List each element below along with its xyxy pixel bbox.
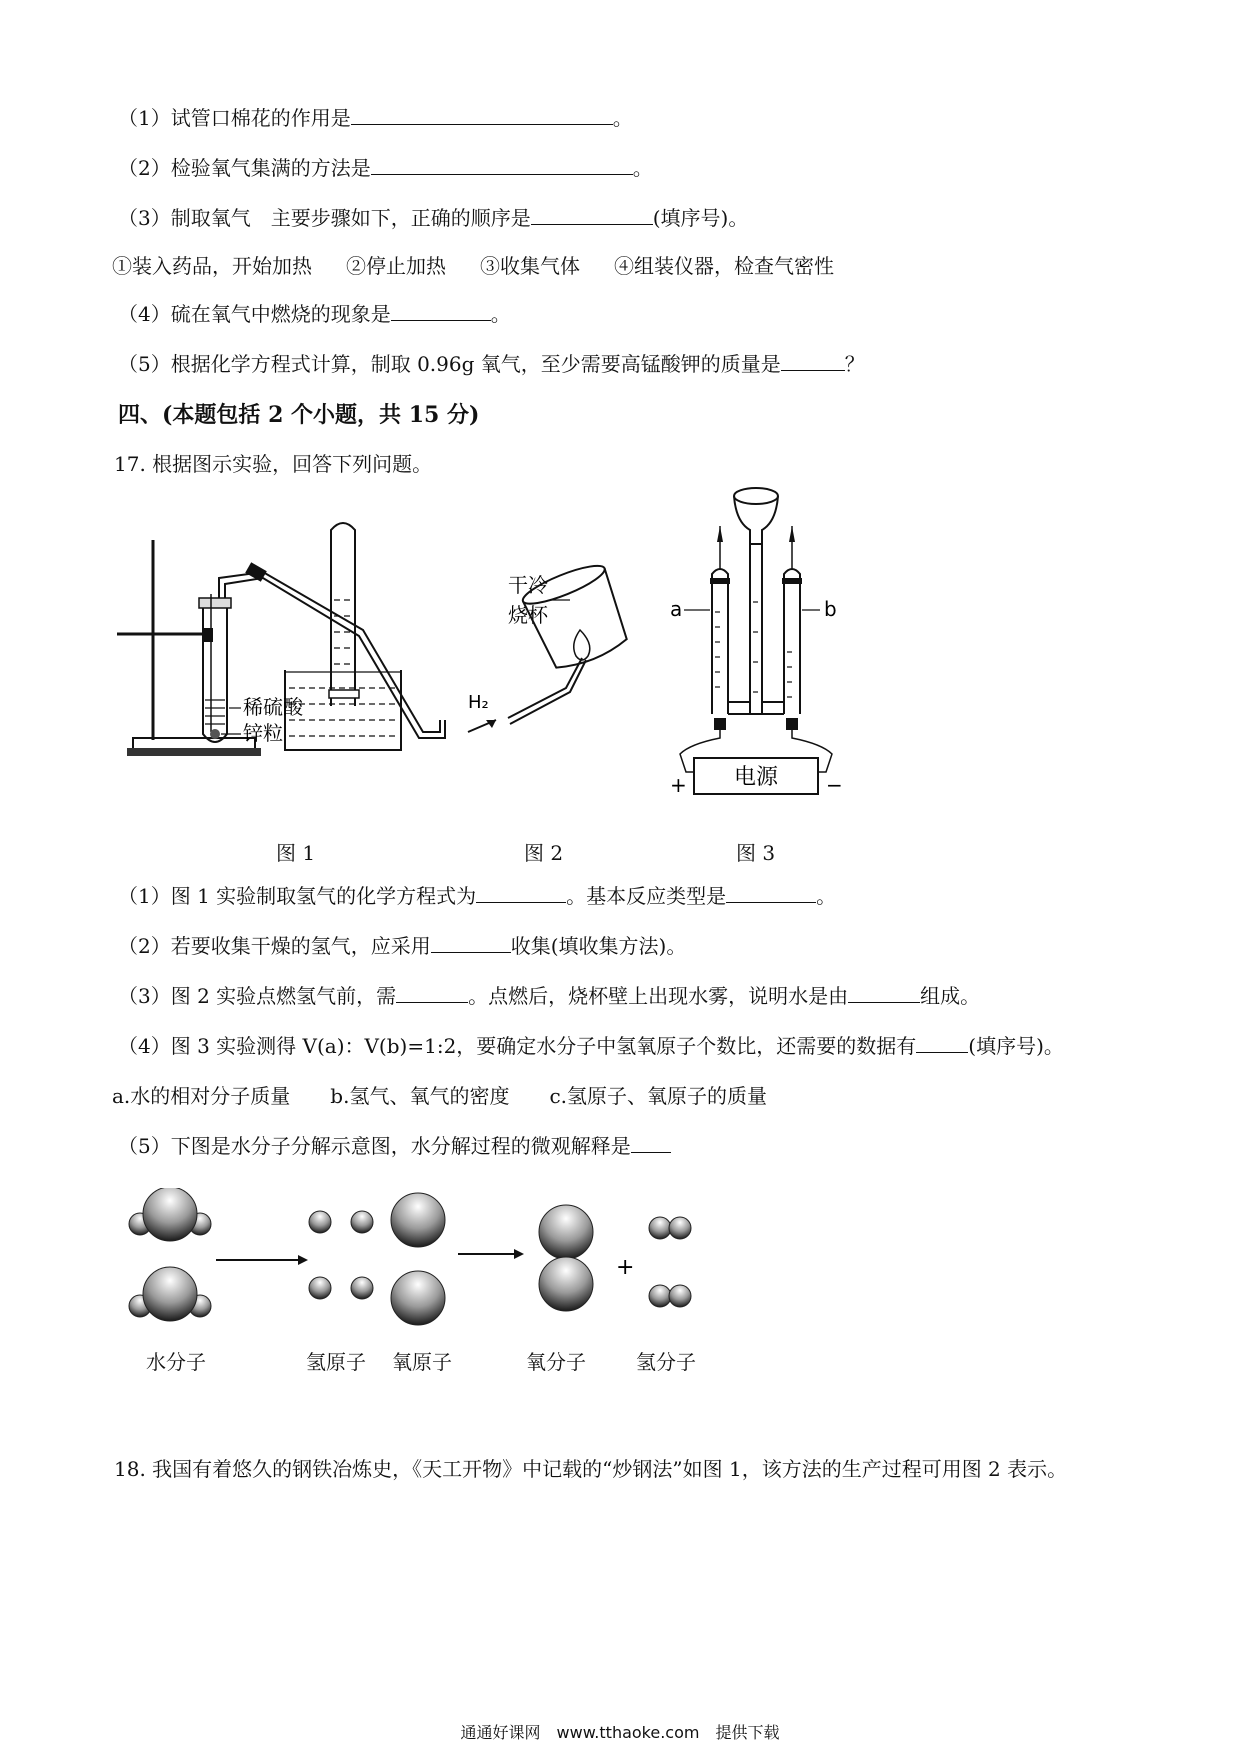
answer-blank[interactable] (726, 884, 816, 903)
q16-item-5-end: ？ (844, 352, 865, 376)
q17-item-1-text: （1）图 1 实验制取氢气的化学方程式为 (118, 884, 477, 908)
label-power-supply: 电源 (733, 765, 779, 790)
q16-item-2-end: 。 (632, 156, 653, 180)
q17-item-3 (118, 982, 980, 1010)
q16-item-1-text: （1）试管口棉花的作用是 (118, 106, 351, 130)
tube-b (784, 569, 800, 714)
q17-item-3-mid: 。点燃后，烧杯壁上出现水雾，说明水是由 (468, 984, 849, 1008)
hydrogen-molecule-2 (649, 1285, 691, 1307)
figure-3-caption: 图 3 (736, 841, 776, 865)
label-zinc-granules: 锌粒 (243, 721, 283, 745)
option-c: c.氢原子、氧原子的质量 (549, 1084, 768, 1108)
q16-item-3-text: （3）制取氧气 主要步骤如下，正确的顺序是 (118, 206, 531, 230)
q17-item-2 (118, 932, 686, 960)
answer-blank[interactable] (371, 156, 633, 175)
q16-item-5 (118, 350, 865, 378)
answer-blank[interactable] (916, 1034, 968, 1053)
label-b: b (824, 597, 837, 621)
answer-blank[interactable] (431, 934, 511, 953)
test-tube (203, 606, 227, 742)
stopper (199, 598, 231, 608)
electrode-b (786, 718, 798, 730)
answer-blank[interactable] (631, 1134, 671, 1153)
q16-steps (112, 252, 834, 280)
answer-blank[interactable] (351, 106, 613, 125)
stand-foot (127, 748, 261, 756)
figure-2-hydrogen-combustion (448, 560, 668, 740)
label-dry-cold: 干冷 (508, 573, 548, 597)
label-dilute-sulfuric-acid: 稀硫酸 (243, 695, 303, 719)
q16-item-2 (118, 154, 653, 182)
q17-item-2-text: （2）若要收集干燥的氢气，应采用 (118, 934, 431, 958)
option-b: b.氢气、氧气的密度 (330, 1084, 510, 1108)
q17-item-4-text: （4）图 3 实验测得 V(a)：V(b)=1:2，要确定水分子中氢氧原子个数比，还需要的数据有 (118, 1034, 917, 1058)
q16-item-1 (118, 104, 633, 132)
tube-support (329, 690, 359, 698)
q17-item-5 (118, 1132, 671, 1160)
q16-item-4 (118, 300, 511, 328)
q17-item-3-end: 组成。 (920, 984, 981, 1008)
label-oxygen-molecule: 氧分子 (526, 1350, 586, 1374)
oxygen-molecule (539, 1205, 593, 1311)
water-molecule-1 (129, 1188, 211, 1241)
answer-blank[interactable] (391, 302, 491, 321)
reservoir (734, 488, 778, 504)
q17-item-1 (118, 882, 836, 910)
q17-item-1-end: 。 (816, 884, 837, 908)
answer-blank[interactable] (531, 206, 653, 225)
section-4-heading: 四、(本题包括 2 个小题，共 15 分) (118, 402, 480, 428)
plus-sign: + (616, 1255, 635, 1280)
answer-blank[interactable] (396, 984, 468, 1003)
step-4: ④组装仪器，检查气密性 (614, 254, 834, 278)
q16-item-5-text: （5）根据化学方程式计算，制取 0.96g 氧气，至少需要高锰酸钾的质量是 (118, 352, 781, 376)
oxygen-atoms (391, 1193, 445, 1325)
answer-blank[interactable] (848, 984, 920, 1003)
q16-item-2-text: （2）检验氧气集满的方法是 (118, 156, 371, 180)
hydrogen-molecule-1 (649, 1217, 691, 1239)
q16-item-1-end: 。 (612, 106, 633, 130)
figure-2-caption: 图 2 (524, 841, 564, 865)
q16-item-3-end: (填序号)。 (652, 206, 749, 230)
q17-item-2-end: 收集(填收集方法)。 (510, 934, 687, 958)
page-footer: 通通好课网 www.tthaoke.com 提供下载 (460, 1723, 780, 1742)
q18-stem: 18. 我国有着悠久的钢铁冶炼史，《天工开物》中记载的“炒钢法”如图 1，该方法的生产过程可用图 2 表示。 (114, 1457, 1068, 1481)
q16-item-4-text: （4）硫在氧气中燃烧的现象是 (118, 302, 391, 326)
tube-water (334, 600, 352, 664)
acid-liquid (205, 700, 225, 724)
q17-stem: 17. 根据图示实验，回答下列问题。 (114, 452, 433, 476)
flame (574, 630, 590, 660)
water-molecule-2 (129, 1267, 211, 1321)
zinc-granule (210, 729, 220, 739)
answer-blank[interactable] (476, 884, 566, 903)
q17-item-1-mid: 。基本反应类型是 (566, 884, 727, 908)
label-water-molecule: 水分子 (146, 1350, 206, 1374)
answer-blank[interactable] (781, 352, 845, 371)
q17-item-3-text: （3）图 2 实验点燃氢气前，需 (118, 984, 397, 1008)
label-hydrogen-molecule: 氢分子 (636, 1350, 696, 1374)
figure-1-caption: 图 1 (276, 841, 316, 865)
label-h2: H₂ (468, 692, 489, 713)
option-a: a.水的相对分子质量 (112, 1084, 291, 1108)
q17-options (112, 1082, 767, 1110)
label-negative: − (826, 773, 843, 797)
q16-item-3 (118, 204, 748, 232)
water-decomposition-diagram (118, 1188, 738, 1338)
step-1: ①装入药品，开始加热 (112, 254, 312, 278)
label-hydrogen-atom: 氢原子 (306, 1350, 366, 1374)
label-beaker: 烧杯 (508, 603, 548, 627)
step-2: ②停止加热 (346, 254, 446, 278)
q17-item-4-end: (填序号)。 (968, 1034, 1064, 1058)
label-a: a (670, 597, 683, 621)
step-3: ③收集气体 (480, 254, 580, 278)
q16-item-4-end: 。 (490, 302, 511, 326)
label-positive: + (670, 773, 687, 797)
q17-item-5-text: （5）下图是水分子分解示意图，水分解过程的微观解释是 (118, 1134, 631, 1158)
q17-item-4 (118, 1032, 1064, 1060)
hydrogen-atoms (309, 1211, 373, 1299)
label-oxygen-atom: 氧原子 (392, 1350, 452, 1374)
figure-3-water-electrolysis (660, 482, 850, 812)
electrode-a (714, 718, 726, 730)
